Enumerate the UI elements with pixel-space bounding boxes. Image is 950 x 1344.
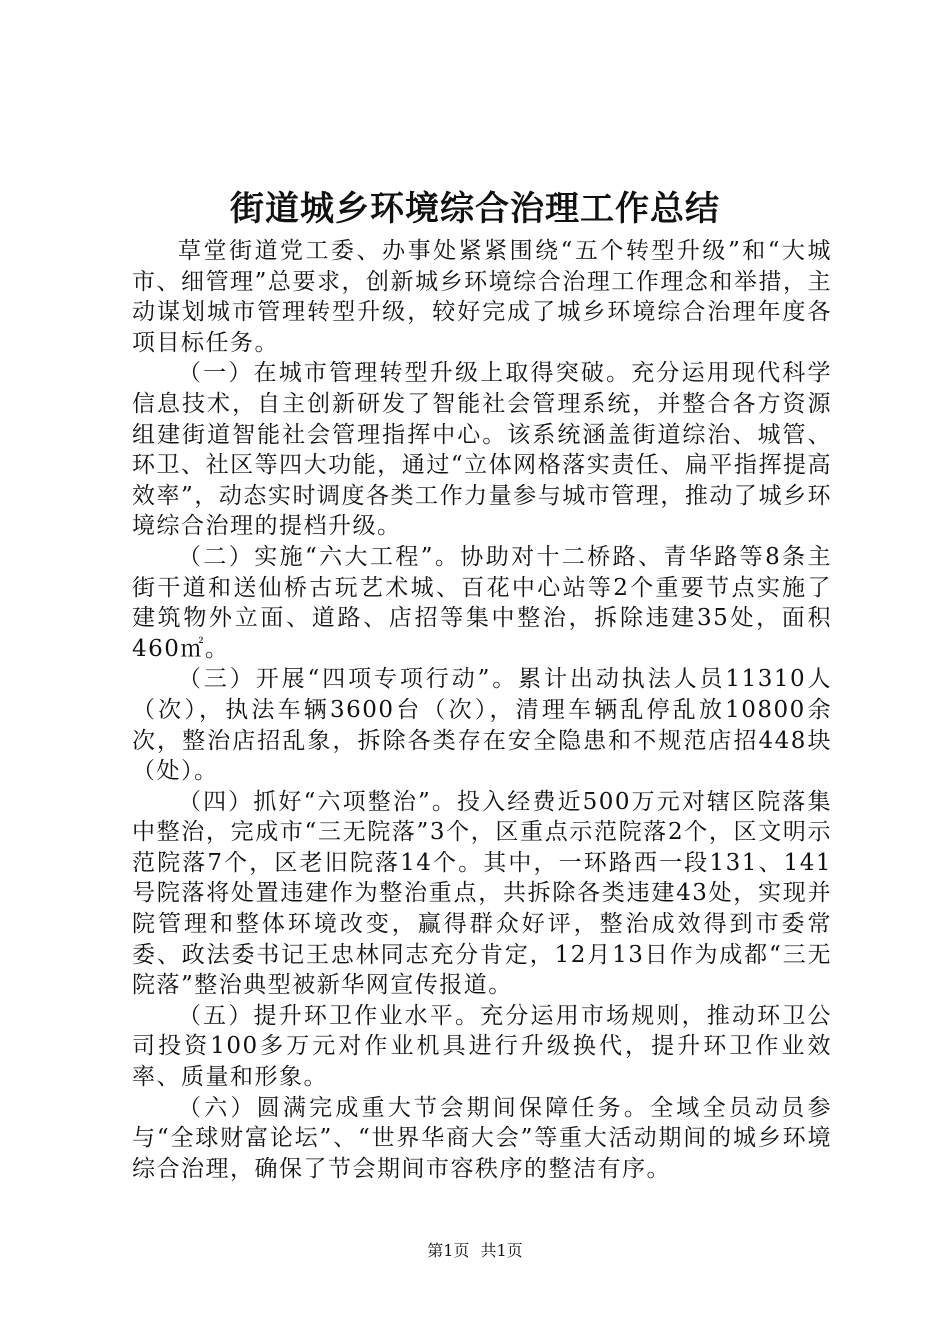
document-body — [132, 236, 832, 1184]
paragraph-section-3: （三）开展“四项专项行动”。累计出动执法人员11310人（次），执法车辆3600台（次），清理车辆乱停乱放10800余次，整治店招乱象，拆除各类存在安全隐患和不规范店招448块（处）。 — [132, 666, 832, 785]
page-number: 第1页 — [427, 1241, 470, 1260]
page-total: 共1页 — [480, 1241, 523, 1260]
page-footer — [0, 1240, 950, 1262]
paragraph-intro: 草堂街道党工委、办事处紧紧围绕“五个转型升级”和“大城市、细管理”总要求，创新城乡环境综合治理工作理念和举措，主动谋划城市管理转型升级，较好完成了城乡环境综合治理年度各项目标任务。 — [132, 238, 832, 356]
paragraph-section-5: （五）提升环卫作业水平。充分运用市场规则，推动环卫公司投资100多万元对作业机具进行升级换代，提升环卫作业效率、质量和形象。 — [132, 1002, 832, 1091]
paragraph-section-1: （一）在城市管理转型升级上取得突破。充分运用现代科学信息技术，自主创新研发了智能社会管理系统，并整合各方资源组建街道智能社会管理指挥中心。该系统涵盖街道综治、城管、环卫、社区等四大功能，通过“立体网格落实责任、扁平指挥提高效率”，动态实时调度各类工作力量参与城市管理，推动了城乡环境综合治理的提档升级。 — [132, 360, 832, 540]
paragraph-section-2: （二）实施“六大工程”。协助对十二桥路、青华路等8条主街干道和送仙桥古玩艺术城、百花中心站等2个重要节点实施了建筑物外立面、道路、店招等集中整治，拆除违建35处，面积460㎡。 — [132, 543, 832, 662]
document-title: 街道城乡环境综合治理工作总结 — [230, 189, 720, 229]
paragraph-section-6: （六）圆满完成重大节会期间保障任务。全域全员动员参与“全球财富论坛”、“世界华商大会”等重大活动期间的城乡环境综合治理，确保了节会期间市容秩序的整洁有序。 — [132, 1094, 832, 1182]
paragraph-section-4: （四）抓好“六项整治”。投入经费近500万元对辖区院落集中整治，完成市“三无院落”3个，区重点示范院落2个，区文明示范院落7个，区老旧院落14个。其中，一环路西一段131、141号院落将处置违建作为整治重点，共拆除各类违建43处，实现并院管理和整体环境改变，赢得群众好评，整治成效得到市委常委、政法委书记王忠林同志充分肯定，12月13日作为成都“三无院落”整治典型被新华网宣传报道。 — [132, 788, 832, 999]
